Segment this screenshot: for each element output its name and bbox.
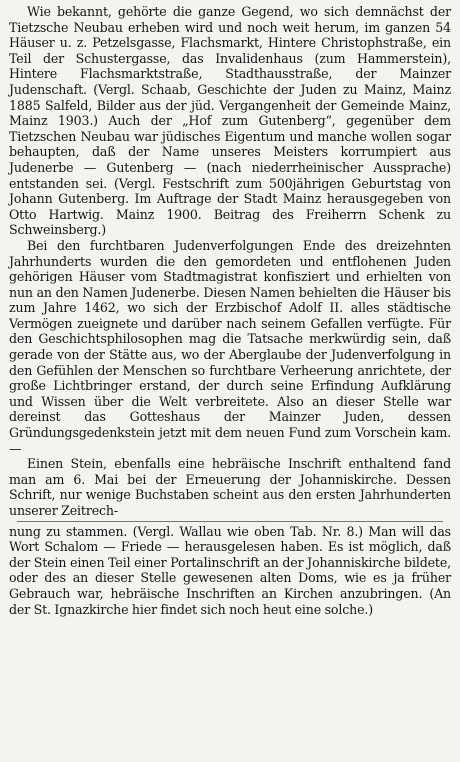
paragraph-3: Einen Stein, ebenfalls eine hebräische Inschrift enthaltend fand man am 6. Mai bei der Erneuerung der Johanniskirche. Dessen Schrift, nur wenige Buchstaben scheint aus den ersten Jahrhunderten unserer Zeitrech- xyxy=(9,456,451,518)
column-break-rule xyxy=(17,521,443,522)
paragraph-3-continued: nung zu stammen. (Vergl. Wallau wie oben Tab. Nr. 8.) Man will das Wort Schalom — Friede — herausgelesen haben. Es ist möglich, daß der Stein einen Teil einer Portalinschrift an der Johanniskirche bildete, oder des an dieser Stelle gewesenen alten Doms, wie es ja früher Gebrauch war, hebräische Inschriften an Kirchen anzubringen. (An der St. Ignazkirche hier findet sich noch heut eine solche.) xyxy=(9,523,451,617)
paragraph-1: Wie bekannt, gehörte die ganze Gegend, wo sich demnächst der Tietzsche Neubau erheben wird und noch weit herum, im ganzen 54 Häuser u. z. Petzelsgasse, Flachsmarkt, Hintere Christophstraße, ein Teil der Schustergasse, das Invalidenhaus (zum Hammerstein), Hintere Flachsmarktstraße, Stadthausstraße, der Mainzer Judenschaft. (Vergl. Schaab, Geschichte der Juden zu Mainz, Mainz 1885 Salfeld, Bilder aus der jüd. Vergangenheit der Gemeinde Mainz, Mainz 1903.) Auch der „Hof zum Gutenberg“, gegenüber dem Tietzschen Neubau war jüdisches Eigentum und manche wollen sogar behaupten, daß der Name unseres Meisters korrumpiert aus Judenerbe — Gutenberg — (nach niederrheinischer Aussprache) entstanden sei. (Vergl. Festschrift zum 500jährigen Geburtstag von Johann Gutenberg. Im Auftrage der Stadt Mainz herausgegeben von Otto Hartwig. Mainz 1900. Beitrag des Freiherrn Schenk zu Schweinsberg.) xyxy=(9,4,451,238)
paragraph-2: Bei den furchtbaren Judenverfolgungen Ende des dreizehnten Jahrhunderts wurden die den gemordeten und entflohenen Juden gehörigen Häuser vom Stadtmagistrat konfisziert und erhielten von nun an den Namen Judenerbe. Diesen Namen behielten die Häuser bis zum Jahre 1462, wo sich der Erzbischof Adolf II. alles städtische Vermögen zueignete und darüber nach seinem Gefallen verfügte. Für den Geschichtsphilosophen mag die Tatsache merkwürdig sein, daß gerade von der Stätte aus, wo der Aberglaube der Judenverfolgung in den Gefühlen der Menschen so furchtbare Verheerung anrichtete, der große Lichtbringer erstand, der durch seine Erfindung Aufklärung und Wissen über die Welt verbreitete. Also an dieser Stelle war dereinst das Gotteshaus der Mainzer Juden, dessen Gründungsgedenkstein jetzt mit dem neuen Fund zum Vorschein kam. — xyxy=(9,237,451,456)
